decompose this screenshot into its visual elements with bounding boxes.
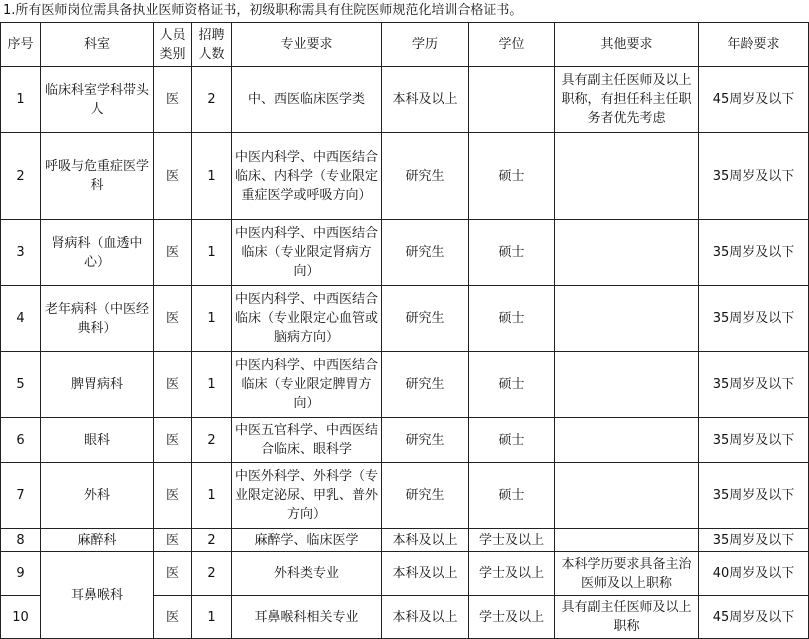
cell-hire-count: 2	[192, 552, 232, 596]
table-row	[1, 352, 809, 418]
cell-degree: 硕士	[469, 220, 555, 286]
cell-hire-count: 1	[192, 596, 232, 639]
cell-seq: 2	[1, 133, 41, 220]
cell-seq: 10	[1, 596, 41, 639]
cell-age: 45周岁及以下	[699, 67, 809, 133]
cell-age: 35周岁及以下	[699, 286, 809, 352]
table-row	[1, 220, 809, 286]
cell-age: 35周岁及以下	[699, 133, 809, 220]
table-row	[1, 418, 809, 463]
cell-staff-type: 医	[154, 220, 192, 286]
cell-degree: 学士及以上	[469, 552, 555, 596]
header-age: 年龄要求	[699, 23, 809, 67]
cell-education: 研究生	[382, 418, 469, 463]
cell-degree: 硕士	[469, 352, 555, 418]
header-major: 专业要求	[232, 23, 382, 67]
cell-major: 中、西医临床医学类	[232, 67, 382, 133]
table-row	[1, 463, 809, 529]
cell-other	[555, 133, 699, 220]
header-hire-count: 招聘人数	[192, 23, 232, 67]
header-dept: 科室	[41, 23, 154, 67]
cell-other	[555, 220, 699, 286]
cell-staff-type: 医	[154, 418, 192, 463]
cell-seq: 7	[1, 463, 41, 529]
cell-hire-count: 2	[192, 418, 232, 463]
cell-education: 本科及以上	[382, 596, 469, 639]
cell-seq: 8	[1, 529, 41, 552]
cell-seq: 9	[1, 552, 41, 596]
cell-major: 外科类专业	[232, 552, 382, 596]
cell-major: 中医五官科学、中西医结合临床、眼科学	[232, 418, 382, 463]
header-seq: 序号	[1, 23, 41, 67]
cell-staff-type: 医	[154, 596, 192, 639]
header-row	[1, 23, 809, 67]
cell-degree	[469, 67, 555, 133]
cell-education: 研究生	[382, 133, 469, 220]
cell-seq: 1	[1, 67, 41, 133]
cell-other: 本科学历要求具备主治医师及以上职称	[555, 552, 699, 596]
cell-major: 中医外科学、外科学（专业限定泌尿、甲乳、普外方向）	[232, 463, 382, 529]
cell-staff-type: 医	[154, 463, 192, 529]
header-education: 学历	[382, 23, 469, 67]
cell-dept: 脾胃病科	[41, 352, 154, 418]
cell-degree: 硕士	[469, 133, 555, 220]
cell-other	[555, 529, 699, 552]
cell-hire-count: 1	[192, 133, 232, 220]
notice-line: 1.所有医师岗位需具备执业医师资格证书，初级职称需具有住院医师规范化培训合格证书。	[3, 3, 523, 18]
cell-age: 45周岁及以下	[699, 596, 809, 639]
cell-staff-type: 医	[154, 67, 192, 133]
cell-dept: 肾病科（血透中心）	[41, 220, 154, 286]
cell-other	[555, 286, 699, 352]
cell-education: 研究生	[382, 463, 469, 529]
table-row	[1, 67, 809, 133]
cell-age: 35周岁及以下	[699, 220, 809, 286]
header-staff-type: 人员类别	[154, 23, 192, 67]
cell-seq: 3	[1, 220, 41, 286]
cell-education: 本科及以上	[382, 67, 469, 133]
cell-degree: 学士及以上	[469, 529, 555, 552]
cell-other	[555, 463, 699, 529]
cell-dept: 呼吸与危重症医学科	[41, 133, 154, 220]
cell-dept: 眼科	[41, 418, 154, 463]
cell-age: 35周岁及以下	[699, 418, 809, 463]
cell-age: 35周岁及以下	[699, 529, 809, 552]
table-row	[1, 133, 809, 220]
cell-dept: 外科	[41, 463, 154, 529]
cell-age: 35周岁及以下	[699, 352, 809, 418]
table-row	[1, 529, 809, 552]
cell-hire-count: 1	[192, 286, 232, 352]
cell-staff-type: 医	[154, 552, 192, 596]
cell-seq: 6	[1, 418, 41, 463]
cell-major: 中医内科学、中西医结合临床（专业限定心血管或脑病方向）	[232, 286, 382, 352]
cell-major: 耳鼻喉科相关专业	[232, 596, 382, 639]
cell-education: 研究生	[382, 286, 469, 352]
cell-dept-merged: 耳鼻喉科	[41, 552, 154, 639]
cell-degree: 硕士	[469, 418, 555, 463]
table-row	[1, 552, 809, 596]
cell-seq: 4	[1, 286, 41, 352]
cell-major: 中医内科学、中西医结合临床（专业限定脾胃方向）	[232, 352, 382, 418]
cell-education: 本科及以上	[382, 552, 469, 596]
cell-major: 中医内科学、中西医结合临床（专业限定肾病方向）	[232, 220, 382, 286]
cell-major: 麻醉学、临床医学	[232, 529, 382, 552]
cell-education: 研究生	[382, 352, 469, 418]
cell-age: 35周岁及以下	[699, 463, 809, 529]
cell-other: 具有副主任医师及以上职称	[555, 596, 699, 639]
cell-staff-type: 医	[154, 286, 192, 352]
cell-degree: 学士及以上	[469, 596, 555, 639]
cell-hire-count: 1	[192, 220, 232, 286]
cell-hire-count: 2	[192, 67, 232, 133]
cell-major: 中医内科学、中西医结合临床、内科学（专业限定重症医学或呼吸方向）	[232, 133, 382, 220]
cell-hire-count: 1	[192, 352, 232, 418]
cell-degree: 硕士	[469, 463, 555, 529]
cell-hire-count: 1	[192, 463, 232, 529]
cell-staff-type: 医	[154, 352, 192, 418]
cell-age: 40周岁及以下	[699, 552, 809, 596]
cell-other: 具有副主任医师及以上职称，有担任科主任职务者优先考虑	[555, 67, 699, 133]
header-degree: 学位	[469, 23, 555, 67]
cell-education: 本科及以上	[382, 529, 469, 552]
cell-other	[555, 418, 699, 463]
cell-staff-type: 医	[154, 529, 192, 552]
cell-other	[555, 352, 699, 418]
header-other: 其他要求	[555, 23, 699, 67]
cell-dept: 临床科室学科带头人	[41, 67, 154, 133]
cell-seq: 5	[1, 352, 41, 418]
cell-dept: 麻醉科	[41, 529, 154, 552]
cell-staff-type: 医	[154, 133, 192, 220]
cell-degree: 硕士	[469, 286, 555, 352]
cell-dept: 老年病科（中医经典科）	[41, 286, 154, 352]
table-row	[1, 286, 809, 352]
cell-hire-count: 2	[192, 529, 232, 552]
recruitment-table	[0, 22, 809, 639]
cell-education: 研究生	[382, 220, 469, 286]
